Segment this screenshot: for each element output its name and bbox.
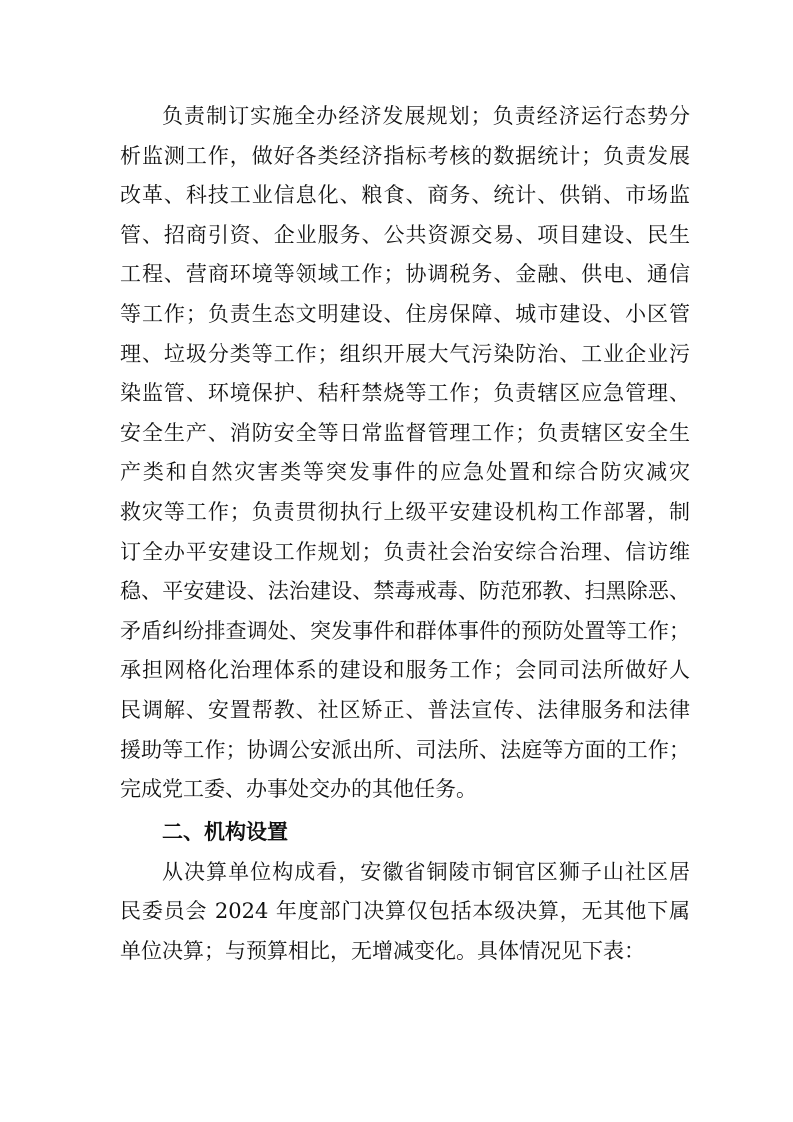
paragraph-line: 析监测工作，做好各类经济指标考核的数据统计；负责发展: [120, 143, 690, 168]
structure-paragraph: [120, 853, 690, 972]
paragraph-line: 负责制订实施全办经济发展规划；负责经济运行态势分: [162, 104, 690, 128]
section-heading: 二、机构设置: [162, 819, 288, 844]
paragraph-line: 管、招商引资、企业服务、公共资源交易、项目建设、民生: [120, 222, 690, 247]
paragraph-line: 安全生产、消防安全等日常监督管理工作；负责辖区安全生: [120, 420, 690, 445]
paragraph-line: 订全办平安建设工作规划；负责社会治安综合治理、信访维: [120, 539, 690, 564]
responsibilities-paragraph: [120, 97, 690, 810]
paragraph-line: 民调解、安置帮教、社区矫正、普法宣传、法律服务和法律: [120, 697, 690, 722]
paragraph-line: 理、垃圾分类等工作；组织开展大气污染防治、工业企业污: [120, 341, 690, 366]
paragraph-line: 从决算单位构成看，安徽省铜陵市铜官区狮子山社区居: [162, 859, 690, 884]
paragraph-line: 工程、营商环境等领域工作；协调税务、金融、供电、通信: [120, 262, 690, 287]
paragraph-line: 民委员会 2024 年度部门决算仅包括本级决算，无其他下属: [120, 899, 690, 924]
paragraph-line: 完成党工委、办事处交办的其他任务。: [120, 777, 477, 802]
paragraph-line: 改革、科技工业信息化、粮食、商务、统计、供销、市场监: [120, 183, 690, 208]
paragraph-line: 救灾等工作；负责贯彻执行上级平安建设机构工作部署，制: [120, 499, 690, 524]
paragraph-line: 稳、平安建设、法治建设、禁毒戒毒、防范邪教、扫黑除恶、: [120, 579, 690, 604]
paragraph-line: 矛盾纠纷排查调处、突发事件和群体事件的预防处置等工作；: [120, 618, 690, 643]
paragraph-line: 产类和自然灾害类等突发事件的应急处置和综合防灾减灾: [120, 460, 690, 485]
paragraph-line: 等工作；负责生态文明建设、住房保障、城市建设、小区管: [120, 301, 690, 326]
paragraph-line: 承担网格化治理体系的建设和服务工作；会同司法所做好人: [120, 658, 690, 683]
paragraph-line: 援助等工作；协调公安派出所、司法所、法庭等方面的工作；: [120, 737, 690, 762]
paragraph-line: 染监管、环境保护、秸秆禁烧等工作；负责辖区应急管理、: [120, 381, 690, 406]
document-page: [120, 97, 690, 971]
paragraph-line: 单位决算；与预算相比，无增减变化。具体情况见下表：: [120, 938, 645, 963]
